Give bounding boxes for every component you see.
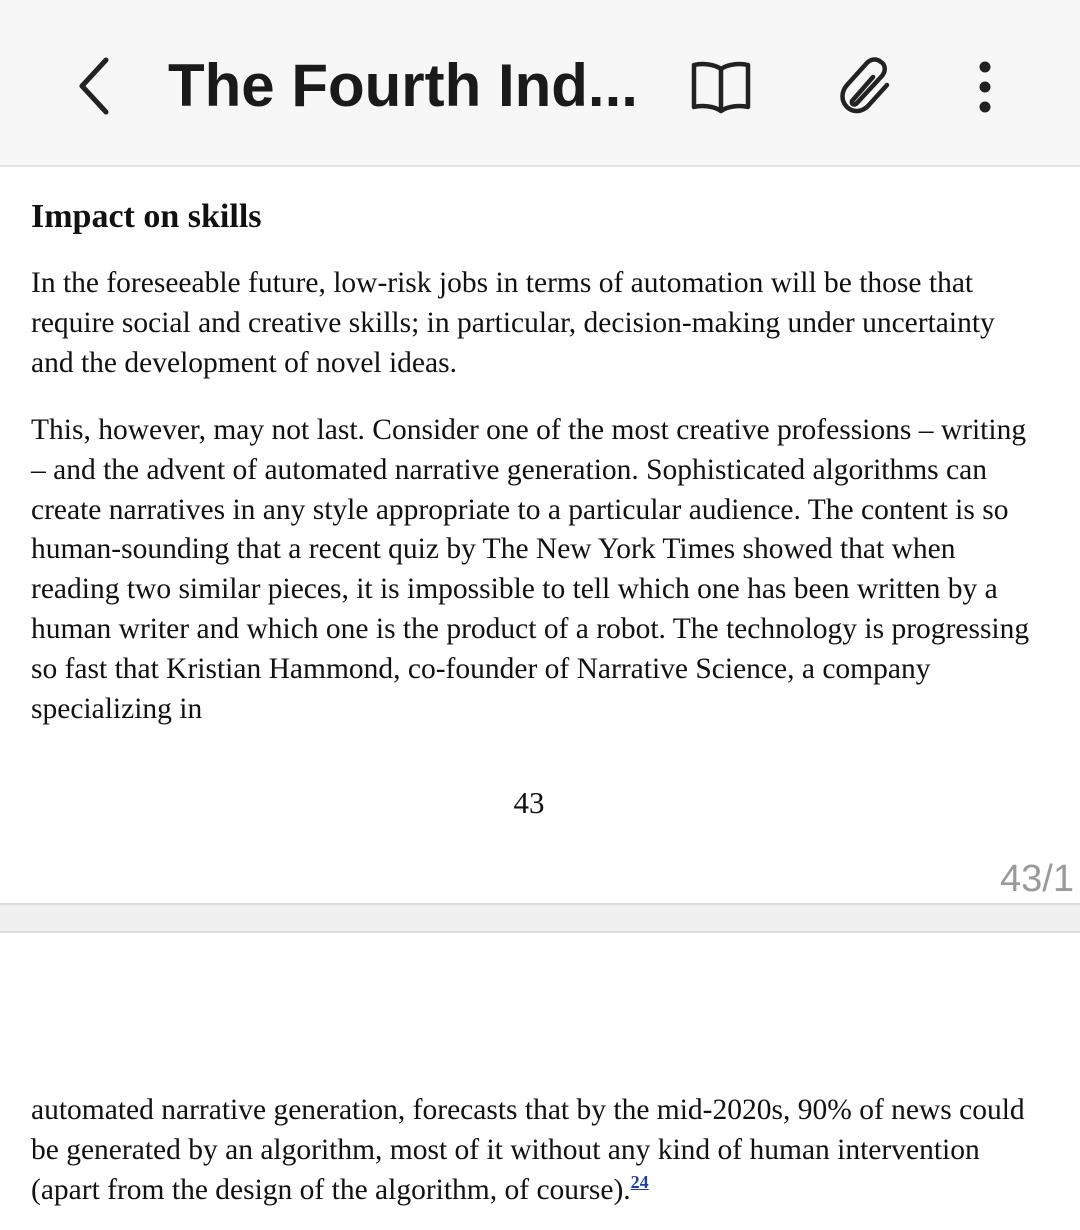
paragraph: This, however, may not last. Consider one of the most creative professions – writing – and the advent of automated narrative generation. Sophisticated algorithms can create narratives in any style appropriate to a particular audience. The content is so human-sounding that a recent quiz by The New York Times showed that when reading two similar pieces, it is impossible to tell which one has been written by a human writer and which one is the product of a robot. The technology is progressing so fast that Kristian Hammond, co-founder of Narrative Science, a company specializing in [31, 414, 1030, 725]
document-page-43[interactable] [0, 167, 1080, 903]
page-divider [0, 903, 1080, 933]
section-heading: Impact on skills [31, 198, 262, 235]
back-button[interactable] [62, 50, 126, 122]
back-chevron-icon [74, 54, 114, 118]
book-icon [690, 59, 752, 115]
paperclip-icon [837, 57, 897, 117]
document-page-44[interactable] [0, 933, 1080, 1230]
app-bar [0, 0, 1080, 167]
paragraph-text: automated narrative generation, forecasts that by the mid-2020s, 90% of news could be generated by an algorithm, most of it without any kind of human intervention (apart from the design of the algorithm, of course). [31, 1094, 1025, 1206]
footnote-link[interactable]: 24 [630, 1171, 649, 1192]
page-counter-badge: 43/1 [1000, 858, 1074, 900]
page-number: 43 [513, 785, 545, 820]
paragraph: In the foreseeable future, low-risk jobs in terms of automation will be those that require social and creative skills; in particular, decision-making under uncertainty and the development of novel ideas. [31, 267, 995, 379]
document-title: The Fourth Ind... [168, 52, 638, 119]
more-vertical-icon [975, 59, 995, 115]
paragraph [31, 1091, 1041, 1210]
attachment-button[interactable] [832, 52, 902, 122]
more-options-button[interactable] [950, 52, 1020, 122]
reading-mode-button[interactable] [686, 52, 756, 122]
